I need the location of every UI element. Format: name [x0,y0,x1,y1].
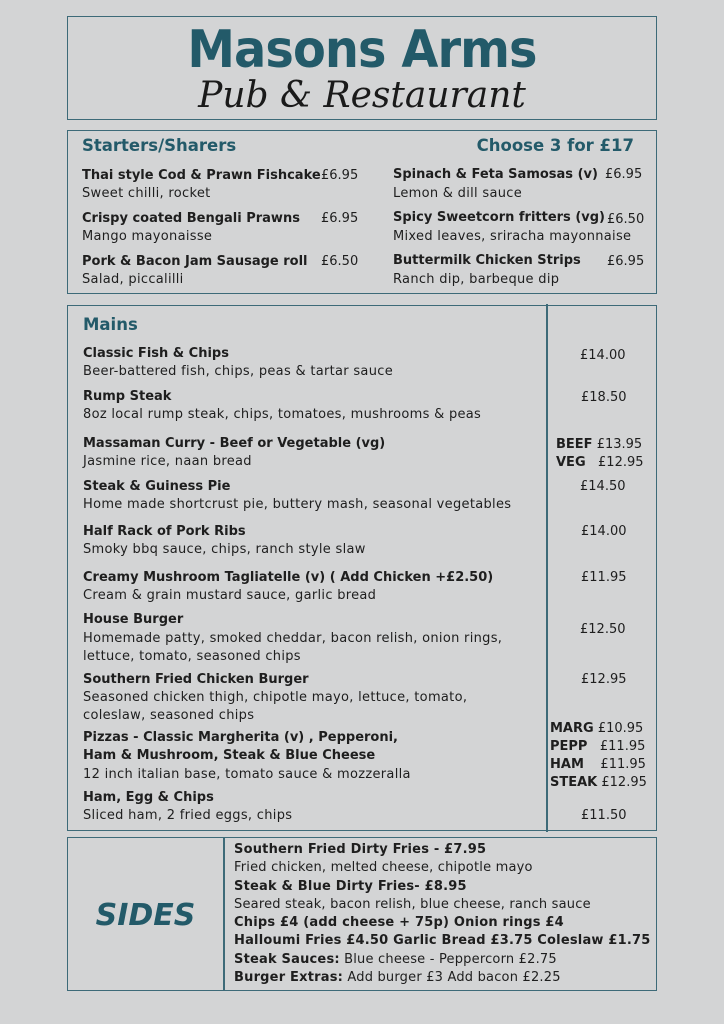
main-price-variant: BEEF £13.95 [556,437,643,452]
starter-name: Crispy coated Bengali Prawns [82,211,300,226]
starters-offer: Choose 3 for £17 [476,136,634,155]
main-desc: Cream & grain mustard sauce, garlic bread [83,588,377,603]
main-desc: Smoky bbq sauce, chips, ranch style slaw [83,542,366,557]
main-price: £11.50 [581,808,627,823]
starter-desc: Salad, piccalilli [82,272,184,287]
main-name: Classic Fish & Chips [83,346,229,361]
main-desc: Seasoned chicken thigh, chipotle mayo, lettuce, tomato, [83,690,468,705]
sides-panel [67,837,657,991]
sides-line: Seared steak, bacon relish, blue cheese, ranch sauce [234,897,591,912]
starter-name: Thai style Cod & Prawn Fishcake [82,168,321,183]
main-name: House Burger [83,612,184,627]
main-price-variant: MARG £10.95 [550,721,644,736]
starter-price: £6.95 [605,167,643,182]
main-name: Creamy Mushroom Tagliatelle (v) ( Add Chicken +£2.50) [83,570,494,585]
starter-price: £6.95 [607,254,645,269]
main-price: £14.00 [581,524,627,539]
sides-line: Halloumi Fries £4.50 Garlic Bread £3.75 Coleslaw £1.75 [234,933,651,948]
starter-desc: Ranch dip, barbeque dip [393,272,560,287]
main-desc: Beer-battered fish, chips, peas & tartar sauce [83,364,393,379]
starter-price: £6.95 [321,211,359,226]
starter-desc: Mango mayonaisse [82,229,213,244]
main-desc: 8oz local rump steak, chips, tomatoes, mushrooms & peas [83,407,482,422]
main-price: £12.95 [581,672,627,687]
mains-heading: Mains [83,315,138,334]
main-desc: coleslaw, seasoned chips [83,708,255,723]
main-price-variant: VEG £12.95 [556,455,644,470]
main-price-variant: STEAK £12.95 [550,775,647,790]
main-desc: Homemade patty, smoked cheddar, bacon relish, onion rings, [83,631,503,646]
starter-desc: Lemon & dill sauce [393,186,523,201]
main-name: Ham & Mushroom, Steak & Blue Cheese [83,748,376,763]
starters-panel [67,130,657,294]
sides-line: Steak & Blue Dirty Fries- £8.95 [234,879,467,894]
starter-price: £6.50 [607,212,645,227]
mains-panel [67,305,657,831]
sides-line: Steak Sauces: Blue cheese - Peppercorn £2.75 [234,952,557,967]
main-price-variant: HAM £11.95 [550,757,646,772]
main-desc: 12 inch italian base, tomato sauce & mozzeralla [83,767,411,782]
starter-desc: Sweet chilli, rocket [82,186,211,201]
main-name: Rump Steak [83,389,172,404]
main-price: £18.50 [581,390,627,405]
main-price: £14.50 [580,479,626,494]
sides-line: Burger Extras: Add burger £3 Add bacon £2.25 [234,970,561,985]
starter-name: Spicy Sweetcorn fritters (vg) [393,210,605,225]
main-name: Half Rack of Pork Ribs [83,524,246,539]
starter-name: Buttermilk Chicken Strips [393,253,581,268]
starter-name: Pork & Bacon Jam Sausage roll [82,254,308,269]
main-desc: Sliced ham, 2 fried eggs, chips [83,808,293,823]
main-price: £12.50 [580,622,626,637]
sides-line: Southern Fried Dirty Fries - £7.95 [234,842,487,857]
main-name: Ham, Egg & Chips [83,790,214,805]
main-desc: lettuce, tomato, seasoned chips [83,649,301,664]
starters-heading: Starters/Sharers [82,136,237,155]
starter-price: £6.95 [321,168,359,183]
main-name: Pizzas - Classic Margherita (v) , Pepperoni, [83,730,398,745]
sides-line: Fried chicken, melted cheese, chipotle mayo [234,860,533,875]
restaurant-title: Masons Arms [187,20,537,80]
main-price-variant: PEPP £11.95 [550,739,646,754]
main-name: Massaman Curry - Beef or Vegetable (vg) [83,436,386,451]
restaurant-subtitle: Pub & Restaurant [198,75,526,116]
main-desc: Home made shortcrust pie, buttery mash, seasonal vegetables [83,497,512,512]
main-price: £14.00 [580,348,626,363]
main-price: £11.95 [581,570,627,585]
main-name: Steak & Guiness Pie [83,479,231,494]
main-name: Southern Fried Chicken Burger [83,672,309,687]
starter-desc: Mixed leaves, sriracha mayonnaise [393,229,632,244]
sides-line: Chips £4 (add cheese + 75p) Onion rings £4 [234,915,564,930]
starter-price: £6.50 [321,254,359,269]
main-desc: Jasmine rice, naan bread [83,454,252,469]
header-panel [67,16,657,120]
mains-column-divider [546,304,548,832]
sides-title: SIDES [95,898,196,933]
sides-column-divider [223,837,225,991]
starter-name: Spinach & Feta Samosas (v) [393,167,598,182]
